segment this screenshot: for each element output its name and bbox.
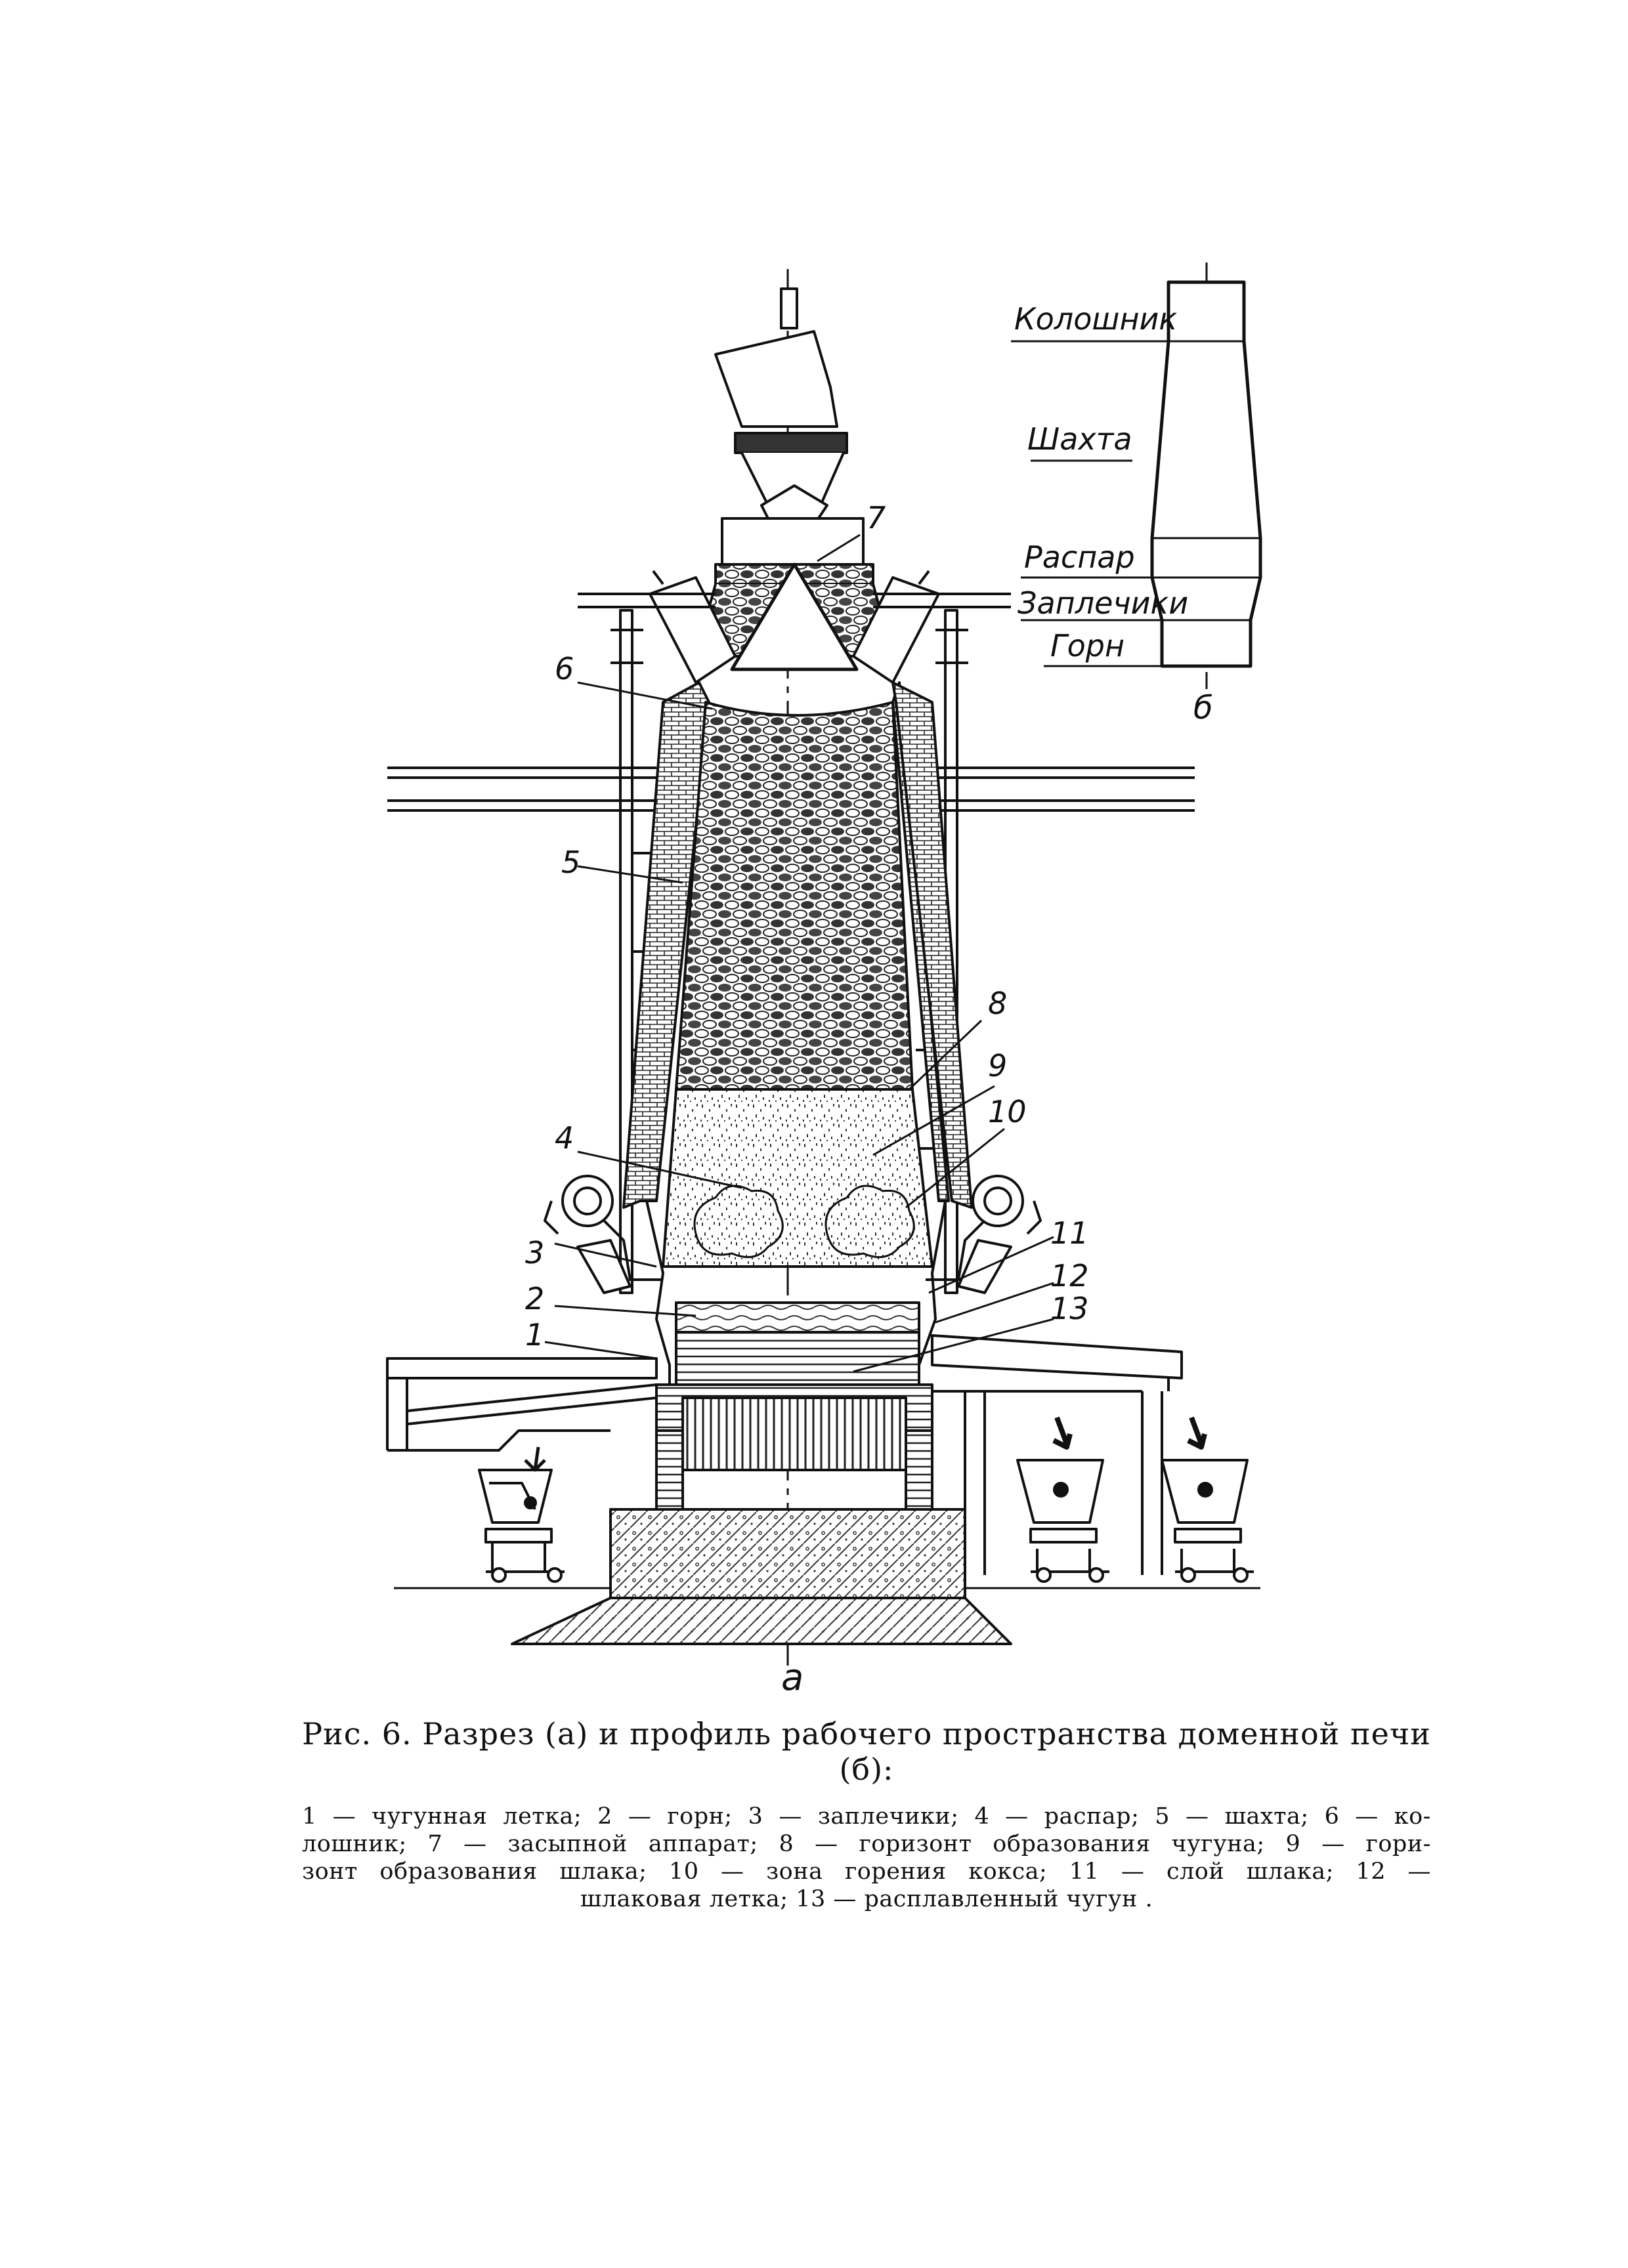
- callout-4: 4: [555, 1120, 574, 1156]
- callout-12: 12: [1050, 1258, 1089, 1293]
- ladle-car-left: [479, 1470, 565, 1582]
- charge-column: [676, 702, 912, 1089]
- part-label-b: б: [1193, 690, 1213, 726]
- caption-legend: [302, 1803, 1431, 1913]
- caption-title: Рис. 6. Разрез (а) и профиль рабочего пространства доменной печи (б):: [302, 1716, 1431, 1787]
- foundation-base: [512, 1598, 1011, 1644]
- zone-label-raspar: Распар: [1024, 539, 1135, 575]
- legend-line: лошник; 7 — засыпной аппарат; 8 — горизонт образования чугуна; 9 — гори-: [302, 1831, 1431, 1857]
- callout-2: 2: [525, 1281, 545, 1316]
- foundation-block: [610, 1509, 965, 1598]
- legend-line: 1 — чугунная летка; 2 — горн; 3 — заплечики; 4 — распар; 5 — шахта; 6 — ко-: [302, 1803, 1431, 1830]
- callout-1: 1: [525, 1317, 545, 1353]
- furnace-section-drawing: [387, 262, 1260, 1667]
- ladle-car-middle: [1018, 1460, 1109, 1582]
- callout-6: 6: [555, 651, 574, 686]
- callout-9: 9: [988, 1048, 1008, 1083]
- callout-10: 10: [988, 1094, 1027, 1129]
- zone-label-zaplechiki: Заплечики: [1018, 585, 1189, 621]
- ladle-car-right: [1162, 1460, 1254, 1582]
- callout-11: 11: [1050, 1215, 1089, 1251]
- zone-label-kolosnik: Колошник: [1014, 301, 1178, 337]
- legend-line: шлаковая летка; 13 — расплавленный чугун .: [580, 1886, 1153, 1912]
- callout-8: 8: [988, 986, 1008, 1021]
- molten-iron: [676, 1332, 919, 1385]
- part-label-a: a: [781, 1656, 804, 1699]
- callout-7: 7: [867, 500, 886, 536]
- zone-label-shakhta: Шахта: [1027, 421, 1132, 457]
- callout-5: 5: [561, 845, 581, 880]
- slag-layer: [676, 1303, 919, 1332]
- callout-3: 3: [525, 1235, 545, 1270]
- zone-label-gorn: Горн: [1050, 628, 1125, 663]
- figure-caption: [302, 1716, 1431, 1913]
- legend-line: зонт образования шлака; 10 — зона горения кокса; 11 — слой шлака; 12 —: [302, 1858, 1431, 1885]
- charging-apparatus: [696, 289, 893, 669]
- callout-13: 13: [1050, 1291, 1089, 1326]
